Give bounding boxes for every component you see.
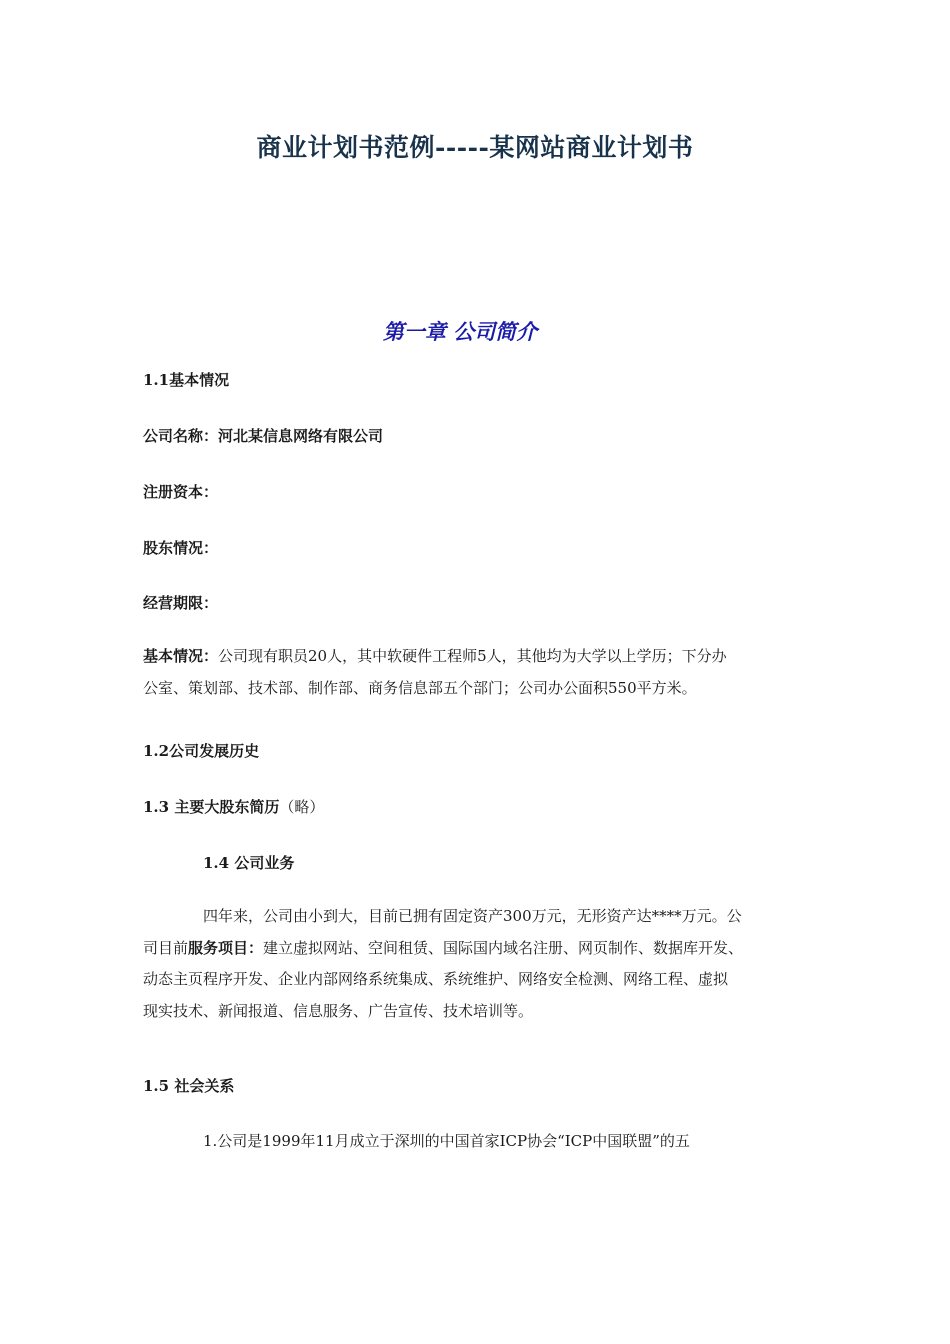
section-1-2-heading: 1.2公司发展历史 [143, 742, 260, 760]
section-1-3-title: 1.3 主要大股东简历 [143, 798, 280, 816]
business-line-3: 动态主页程序开发、企业内部网络系统集成、系统维护、网络安全检测、网络工程、虚拟 [143, 970, 729, 988]
basic-info-line-2: 公室、策划部、技术部、制作部、商务信息部五个部门；公司办公面积550平方米。 [143, 678, 697, 697]
business-line-2-post: 建立虚拟网站、空间租赁、国际国内域名注册、网页制作、数据库开发、 [263, 938, 744, 957]
basic-info-paragraph [143, 641, 793, 704]
basic-info-label: 基本情况： [143, 647, 219, 665]
business-line-4: 现实技术、新闻报道、信息服务、广告宣传、技术培训等。 [143, 1001, 534, 1020]
company-name-line: 公司名称：河北某信息网络有限公司 [143, 427, 384, 445]
section-1-4-heading: 1.4 公司业务 [203, 854, 295, 872]
document-title: 商业计划书范例-----某网站商业计划书 [256, 133, 694, 162]
basic-info-line-1 [143, 641, 793, 673]
basic-info-text-1: 公司现有职员20人，其中软硬件工程师5人，其他均为大学以上学历；下分办 [218, 647, 727, 665]
section-1-3-heading [143, 796, 324, 817]
business-paragraph [143, 901, 793, 1027]
business-line-2-pre: 司目前 [143, 938, 189, 957]
chapter-title: 第一章 公司简介 [382, 319, 538, 344]
business-line-1: 四年来，公司由小到大，目前已拥有固定资产300万元，无形资产达****万元。公 [203, 907, 742, 925]
social-relations-line-1: 1.公司是1999年11月成立于深圳的中国首家ICP协会“ICP中国联盟”的五 [203, 1132, 690, 1150]
service-items-label: 服务项目： [188, 938, 264, 957]
operating-period-line: 经营期限： [143, 594, 219, 612]
registered-capital-line: 注册资本： [143, 483, 219, 501]
shareholders-line: 股东情况： [143, 539, 219, 557]
business-line-2 [143, 933, 793, 965]
section-1-1-heading: 1.1基本情况 [143, 371, 230, 389]
section-1-5-heading: 1.5 社会关系 [143, 1077, 235, 1095]
section-1-3-note: （略） [279, 798, 325, 816]
